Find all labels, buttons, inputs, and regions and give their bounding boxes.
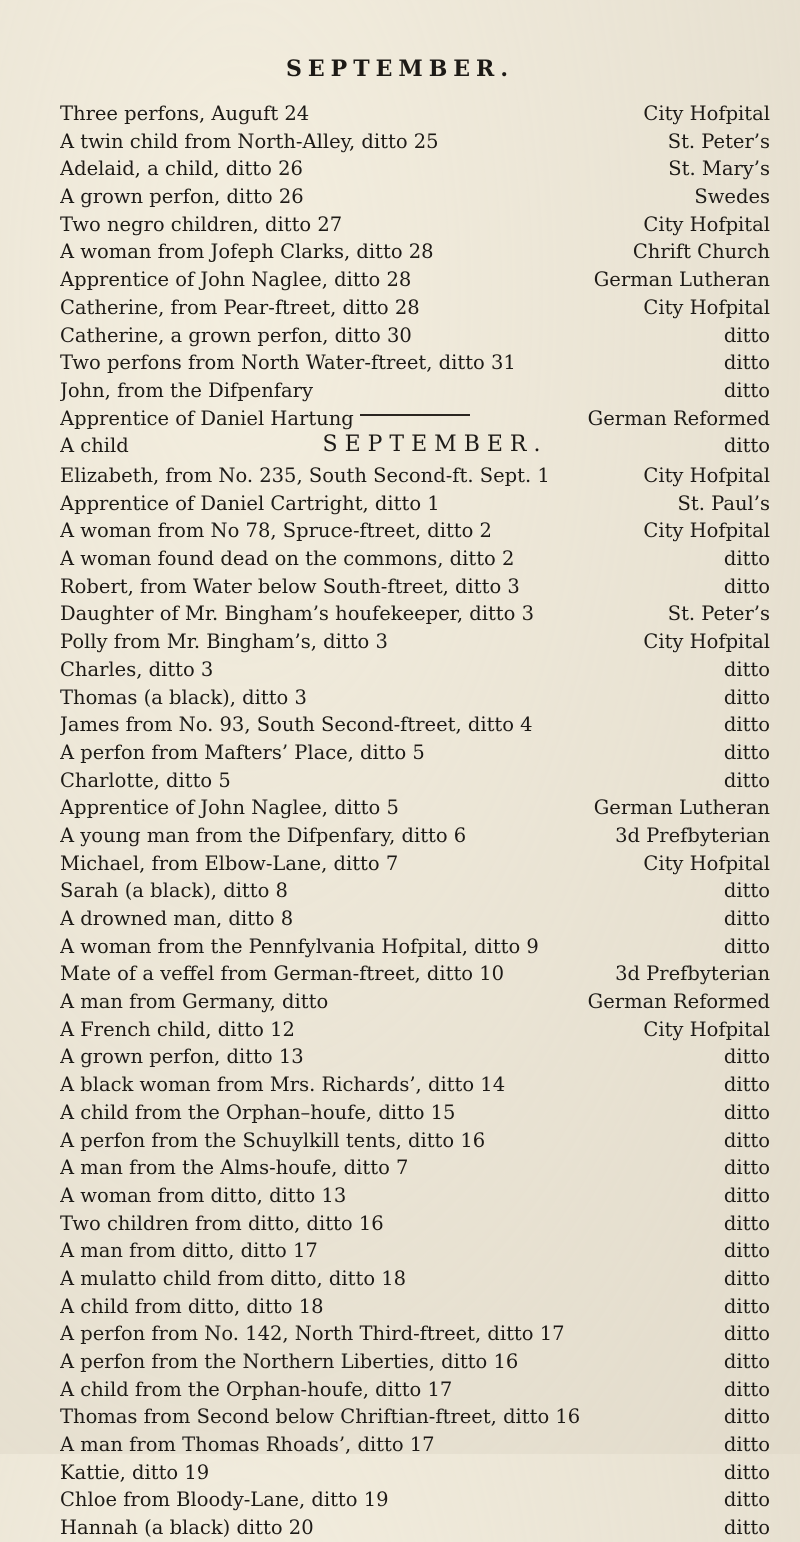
entry-text: James from No. 93, South Second-ftreet, ditto 4 xyxy=(60,713,533,737)
entry-text: A French child, ditto 12 xyxy=(60,1017,295,1041)
list-item xyxy=(60,462,770,490)
list-item xyxy=(60,1459,770,1487)
entry-text: Chloe from Bloody-Lane, ditto 19 xyxy=(60,1488,389,1512)
entry-text: A woman found dead on the commons, ditto 2 xyxy=(60,547,515,571)
burial-place: ditto xyxy=(723,1460,770,1484)
list-item xyxy=(60,794,770,822)
burial-place: ditto xyxy=(723,1156,770,1180)
list-item xyxy=(60,322,770,350)
burial-place: ditto xyxy=(723,1322,770,1346)
entry-text: Two negro children, ditto 27 xyxy=(60,212,343,236)
list-item xyxy=(60,1016,770,1044)
burial-place: ditto xyxy=(723,657,770,681)
list-item xyxy=(60,960,770,988)
burial-place: ditto xyxy=(723,1405,770,1429)
list-item xyxy=(60,1071,770,1099)
list-item xyxy=(60,1293,770,1321)
entry-text: Charlotte, ditto 5 xyxy=(60,768,231,792)
burial-place: Chrift Church xyxy=(632,240,770,264)
list-item xyxy=(60,739,770,767)
entry-text: Catherine, a grown perfon, ditto 30 xyxy=(60,323,412,347)
list-item xyxy=(60,1486,770,1514)
burial-place: City Hofpital xyxy=(643,630,770,654)
entry-text: A woman from the Pennfylvania Hofpital, ditto 9 xyxy=(60,934,539,958)
entry-text: A woman from ditto, ditto 13 xyxy=(60,1183,347,1207)
list-item xyxy=(60,1348,770,1376)
burial-place: ditto xyxy=(723,547,770,571)
list-item xyxy=(60,211,770,239)
burial-place: ditto xyxy=(723,1211,770,1235)
burial-place: German Reformed xyxy=(587,406,770,430)
burial-place: ditto xyxy=(723,1100,770,1124)
entry-text: A perfon from the Northern Liberties, ditto 16 xyxy=(60,1350,519,1373)
burial-place: ditto xyxy=(723,1239,770,1263)
list-item xyxy=(60,1043,770,1071)
burial-place: City Hofpital xyxy=(643,102,770,125)
list-item xyxy=(60,1099,770,1127)
entry-text: A man from the Alms-houfe, ditto 7 xyxy=(60,1156,409,1180)
entry-text: A child xyxy=(60,434,129,458)
burial-place: ditto xyxy=(723,1433,770,1457)
entry-text: Daughter of Mr. Bingham’s houfekeeper, ditto 3 xyxy=(60,602,534,626)
burial-place: ditto xyxy=(723,1377,770,1401)
burial-place: City Hofpital xyxy=(643,464,770,487)
burial-place: St. Peter’s xyxy=(667,129,770,153)
burial-place: ditto xyxy=(723,1516,770,1540)
entry-text: A woman from Jofeph Clarks, ditto 28 xyxy=(60,240,434,264)
entry-text: Apprentice of John Naglee, ditto 28 xyxy=(60,268,412,292)
entry-text: A man from ditto, ditto 17 xyxy=(60,1239,318,1263)
entry-text: A child from the Orphan-houfe, ditto 17 xyxy=(60,1377,453,1401)
entry-text: A perfon from Mafters’ Place, ditto 5 xyxy=(60,740,425,764)
list-item xyxy=(60,1182,770,1210)
list-item xyxy=(60,294,770,322)
entry-text: Elizabeth, from No. 235, South Second-ft. Sept. 1 xyxy=(60,464,550,487)
entry-text: A child from ditto, ditto 18 xyxy=(60,1294,324,1318)
list-item xyxy=(60,128,770,156)
list-item xyxy=(60,238,770,266)
list-item xyxy=(60,711,770,739)
page-header: SEPTEMBER. xyxy=(286,56,514,82)
entry-text: Catherine, from Pear-ftreet, ditto 28 xyxy=(60,295,420,319)
entry-text: A man from Thomas Rhoads’, ditto 17 xyxy=(60,1433,435,1457)
burial-place: St. Peter’s xyxy=(667,602,770,626)
list-item xyxy=(60,377,770,405)
list-item xyxy=(60,1403,770,1431)
list-item xyxy=(60,573,770,601)
entry-text: Two children from ditto, ditto 16 xyxy=(60,1211,384,1235)
entry-text: Adelaid, a child, ditto 26 xyxy=(60,157,303,181)
entry-text: Thomas (a black), ditto 3 xyxy=(60,685,307,709)
entry-text: Charles, ditto 3 xyxy=(60,657,214,681)
burial-place: 3d Prefbyterian xyxy=(615,962,770,986)
section-title: SEPTEMBER. xyxy=(322,432,548,457)
list-item xyxy=(60,1127,770,1155)
list-item xyxy=(60,1210,770,1238)
list-item xyxy=(60,1320,770,1348)
entry-text: Thomas from Second below Chriftian-ftreet, ditto 16 xyxy=(60,1405,581,1429)
entry-text: A young man from the Difpenfary, ditto 6 xyxy=(60,823,467,847)
list-item xyxy=(60,1376,770,1404)
burial-place: ditto xyxy=(723,1294,770,1318)
burial-place: German Lutheran xyxy=(593,268,770,292)
burial-place: Swedes xyxy=(694,185,770,209)
entry-text: A perfon from the Schuylkill tents, ditto 16 xyxy=(60,1128,486,1152)
entry-text: Hannah (a black) ditto 20 xyxy=(60,1516,314,1540)
burial-place: ditto xyxy=(723,574,770,598)
list-item xyxy=(60,183,770,211)
list-item xyxy=(60,545,770,573)
entry-text: Apprentice of Daniel Cartright, ditto 1 xyxy=(60,491,440,515)
list-item xyxy=(60,877,770,905)
burial-place: ditto xyxy=(723,768,770,792)
list-item xyxy=(60,767,770,795)
burial-place: ditto xyxy=(723,1128,770,1152)
entry-text: Two perfons from North Water-ftreet, ditto 31 xyxy=(60,351,516,375)
burial-place: ditto xyxy=(723,685,770,709)
list-item xyxy=(60,349,770,377)
list-item xyxy=(60,1154,770,1182)
list-item xyxy=(60,905,770,933)
entry-text: A grown perfon, ditto 26 xyxy=(60,185,304,209)
list-item xyxy=(60,155,770,183)
burial-place: ditto xyxy=(723,1183,770,1207)
entry-text: A twin child from North-Alley, ditto 25 xyxy=(60,129,439,153)
entry-text: Three perfons, Auguft 24 xyxy=(60,102,310,125)
list-item xyxy=(60,100,770,128)
list-item xyxy=(60,266,770,294)
list-item xyxy=(60,933,770,961)
list-item xyxy=(60,822,770,850)
entry-text: A black woman from Mrs. Richards’, ditto 14 xyxy=(60,1073,506,1097)
burial-place: ditto xyxy=(723,907,770,930)
burial-place: ditto xyxy=(723,378,770,402)
burial-place: ditto xyxy=(723,1045,770,1069)
burial-place: ditto xyxy=(723,434,770,458)
burial-place: City Hofpital xyxy=(643,295,770,319)
burial-place: 3d Prefbyterian xyxy=(615,823,770,847)
entry-text: A perfon from No. 142, North Third-ftreet, ditto 17 xyxy=(60,1322,565,1346)
entry-text: Michael, from Elbow-Lane, ditto 7 xyxy=(60,851,399,875)
entry-text: A mulatto child from ditto, ditto 18 xyxy=(60,1266,407,1290)
entry-text: A man from Germany, ditto xyxy=(60,990,329,1014)
list-item xyxy=(60,490,770,518)
entry-text: A drowned man, ditto 8 xyxy=(60,907,294,930)
burial-place: City Hofpital xyxy=(643,212,770,236)
entry-text: Apprentice of John Naglee, ditto 5 xyxy=(60,796,399,820)
section-divider xyxy=(360,414,470,416)
entry-text: Robert, from Water below South-ftreet, ditto 3 xyxy=(60,574,520,598)
list-item xyxy=(60,988,770,1016)
list-item xyxy=(60,684,770,712)
burial-place: City Hofpital xyxy=(643,1017,770,1041)
burial-place: ditto xyxy=(723,351,770,375)
entry-text: Polly from Mr. Bingham’s, ditto 3 xyxy=(60,630,388,654)
list-item xyxy=(60,628,770,656)
list-item xyxy=(60,600,770,628)
list-item xyxy=(60,656,770,684)
entry-text: Mate of a veffel from German-ftreet, ditto 10 xyxy=(60,962,505,986)
list-item xyxy=(60,517,770,545)
burial-place: German Lutheran xyxy=(593,796,770,820)
entry-text: A woman from No 78, Spruce-ftreet, ditto 2 xyxy=(60,519,492,543)
list-item xyxy=(60,850,770,878)
burial-place: German Reformed xyxy=(587,990,770,1014)
burial-place: ditto xyxy=(723,323,770,347)
list-item xyxy=(60,1431,770,1459)
section-september xyxy=(60,404,770,1542)
burial-place: ditto xyxy=(723,1266,770,1290)
entry-text: Sarah (a black), ditto 8 xyxy=(60,879,288,903)
entry-text: Apprentice of Daniel Hartung xyxy=(60,406,354,430)
burial-place: St. Paul’s xyxy=(677,491,770,515)
list-item xyxy=(60,1265,770,1293)
burial-place: City Hofpital xyxy=(643,519,770,543)
burial-place: ditto xyxy=(723,1073,770,1097)
entry-text: Kattie, ditto 19 xyxy=(60,1460,210,1484)
entry-text: A child from the Orphan–houfe, ditto 15 xyxy=(60,1100,456,1124)
burial-place: St. Mary’s xyxy=(668,157,770,181)
burial-place: City Hofpital xyxy=(643,851,770,875)
list-item xyxy=(60,1514,770,1542)
burial-place: ditto xyxy=(723,1350,770,1373)
list-item xyxy=(60,1237,770,1265)
burial-place: ditto xyxy=(723,713,770,737)
burial-place: ditto xyxy=(723,879,770,903)
burial-place: ditto xyxy=(723,934,770,958)
burial-place: ditto xyxy=(723,740,770,764)
burial-place: ditto xyxy=(723,1488,770,1512)
entry-text: John, from the Difpenfary xyxy=(60,378,314,402)
entry-text: A grown perfon, ditto 13 xyxy=(60,1045,304,1069)
